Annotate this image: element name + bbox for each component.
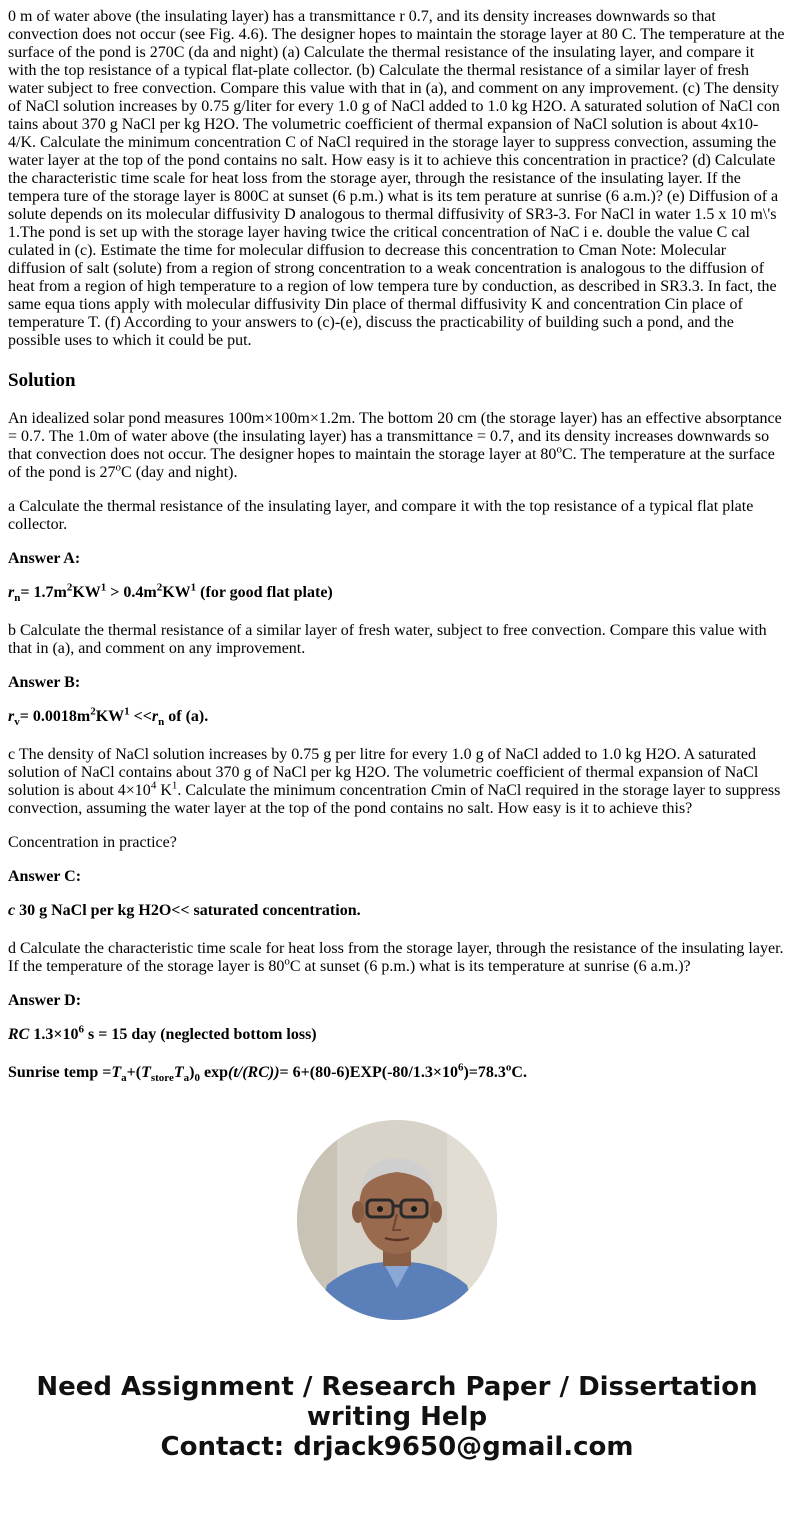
subscript: a xyxy=(121,1072,127,1085)
symbol-t: T xyxy=(173,1064,184,1081)
subscript: a xyxy=(183,1072,190,1085)
eq-part: << xyxy=(129,708,152,725)
eq-part: = 6+(80-6)EXP(-80/1.3×10 xyxy=(279,1064,458,1081)
eq-part: )=78.3 xyxy=(463,1064,506,1081)
exponent: 1 xyxy=(124,705,130,718)
setup-text-2: C. The temperature at the surface of the pond is 27 xyxy=(8,446,775,481)
question-b: b Calculate the thermal resistance of a similar layer of fresh water, subject to free convection. Compare this value with that in (a), and comment on any improvement. xyxy=(8,622,767,657)
subscript: 0 xyxy=(194,1072,200,1085)
eq-part: KW xyxy=(162,584,191,601)
eq-part: s = 15 day (neglected bottom loss) xyxy=(83,1026,317,1043)
question-d-text: C at sunset (6 p.m.) what is its temperature at sunrise (6 a.m.)? xyxy=(289,958,691,975)
eq-part: 30 g NaCl per kg H2O<< saturated concentration. xyxy=(15,902,361,919)
eq-part: exp xyxy=(199,1064,228,1081)
symbol-c: c xyxy=(8,902,16,919)
question-d xyxy=(8,940,786,976)
question-c-followup: Concentration in practice? xyxy=(8,834,177,851)
subscript-n: n xyxy=(14,592,21,605)
exponent: 2 xyxy=(66,581,73,594)
exponent: 1 xyxy=(190,581,197,594)
exponent: 1 xyxy=(100,581,107,594)
eq-part: C. xyxy=(511,1064,527,1081)
question-c xyxy=(8,746,786,818)
symbol-c: C xyxy=(430,782,442,799)
setup-text-3: C (day and night). xyxy=(121,464,238,481)
eq-part: KW xyxy=(95,708,125,725)
eq-part: +( xyxy=(126,1064,142,1081)
eq-part: 1.3×10 xyxy=(29,1026,79,1043)
cta-line-1: Need Assignment / Research Paper / Dissertation xyxy=(36,1372,758,1402)
eq-part: (t/(RC)) xyxy=(227,1064,280,1081)
eq-part: of (a). xyxy=(164,708,209,725)
answer-c-label: Answer C: xyxy=(8,868,82,885)
eq-part: = 0.0018m xyxy=(19,708,91,725)
subscript-v: v xyxy=(14,716,20,729)
problem-text: 0 m of water above (the insulating layer) has a transmittance r 0.7, and its density increases downwards so that convection does not occur (see Fig. 4.6). The designer hopes to maintain the storage layer at 80 C. The temperature at the surface of the pond is 270C (da and night) (a) Calculate the thermal resistance of the insulating layer, and compare it with the top resistance of a typical flat-plate collector. (b) Calculate the thermal resistance of a similar layer of fresh water subject to free convection. Compare this value with that in (a), and comment on any improvement. (c) The density of NaCl solution increases by 0.75 g/liter for every 1.0 g of NaCl added to 1.0 kg H2O. A saturated solution of NaCl con tains about 370 g NaCl per kg H2O. The volumetric coefficient of thermal expansion of NaCl solution is about 4x10-4/K. Calculate the minimum concentration C of NaCl required in the storage layer to suppress convection, assuming the water layer at the top of the pond contains no salt. How easy is it to achieve this concentration in practice? (d) Calculate the characteristic time scale for heat loss from the storage ayer, through the resistance of the insulating layer. If the tempera ture of the storage layer is 800C at sunset (6 p.m.) what is its tem perature at sunrise (6 a.m.)? (e) Diffusion of a solute depends on its molecular diffusivity D analogous to thermal diffusivity of SR3-3. For NaCl in water 1.5 x 10 m\'s 1.The pond is set up with the storage layer having twice the critical concentration of NaC i e. double the value C cal culated in (c). Estimate the time for molecular diffusion to decrease this concentration to Cman Note: Molecular diffusion of salt (solute) from a region of strong concentration to a weak concentration is analogous to the diffusion of heat from a region of high temperature to a region of low tempera ture by conduction, as described in SR3.3. In fact, the same equa tions apply with molecular diffusivity Din place of thermal diffusivity K and concentration Cin place of temperature T. (f) According to your answers to (c)-(e), discuss the practicability of building such a pond, and the possible uses to which it could be put. xyxy=(8,8,785,349)
eq-part: Sunrise temp = xyxy=(8,1064,112,1081)
answer-d-label: Answer D: xyxy=(8,992,82,1009)
exponent: 4 xyxy=(150,779,157,792)
exponent: 1 xyxy=(171,779,178,792)
setup-text-1: An idealized solar pond measures 100m×100m×1.2m. The bottom 20 cm (the storage layer) has an effective absorptance = 0.7. The 1.0m of water above (the insulating layer) has a transmittance = 0.7, and its density increases downwards so that convection does not occur. The designer hopes to maintain the storage layer at 80 xyxy=(8,410,782,463)
symbol-t: T xyxy=(141,1064,151,1081)
eq-part: = 1.7m xyxy=(20,584,67,601)
degree-symbol: o xyxy=(284,955,290,968)
eq-part: ) xyxy=(189,1064,195,1081)
degree-symbol: o xyxy=(115,461,122,474)
symbol-rc: RC xyxy=(8,1026,30,1043)
answer-b-label: Answer B: xyxy=(8,674,81,691)
eq-part: (for good flat plate) xyxy=(196,584,333,601)
degree-symbol: o xyxy=(505,1061,512,1074)
symbol-r: r xyxy=(8,708,15,725)
solution-heading: Solution xyxy=(8,370,76,391)
exponent: 6 xyxy=(457,1061,464,1074)
answer-a-equation xyxy=(8,581,786,605)
author-portrait-icon xyxy=(297,1120,497,1320)
cta-line-2: writing Help xyxy=(306,1402,488,1432)
subscript-n: n xyxy=(158,716,165,729)
exponent: 2 xyxy=(90,705,96,718)
contact-banner xyxy=(8,1372,786,1462)
exponent: 6 xyxy=(78,1023,84,1036)
answer-c-equation xyxy=(8,902,786,920)
exponent: 2 xyxy=(156,581,163,594)
subscript: store xyxy=(150,1072,174,1085)
solution-setup xyxy=(8,410,786,482)
symbol-t: T xyxy=(111,1064,122,1081)
author-photo-container xyxy=(8,1120,786,1320)
eq-part: KW xyxy=(72,584,101,601)
author-avatar xyxy=(297,1120,497,1320)
answer-a-label: Answer A: xyxy=(8,550,81,567)
answer-d-timescale xyxy=(8,1023,786,1044)
answer-d-sunrise-temp xyxy=(8,1061,786,1085)
symbol-r: r xyxy=(8,584,15,601)
question-d-text: d Calculate the characteristic time scale for heat loss from the storage layer, through the resistance of the insulating layer. If the temperature of the storage layer is 80 xyxy=(8,940,784,975)
question-a: a Calculate the thermal resistance of the insulating layer, and compare it with the top resistance of a typical flat plate collector. xyxy=(8,498,754,533)
question-c-text: . Calculate the minimum concentration xyxy=(177,782,431,799)
eq-part: > 0.4m xyxy=(106,584,157,601)
symbol-r: r xyxy=(151,708,159,725)
question-c-text: c The density of NaCl solution increases by 0.75 g per litre for every 1.0 g of NaCl added to 1.0 kg H2O. A saturated solution of NaCl contains about 370 g of NaCl per kg H2O. The volumetric coefficient of thermal expansion of NaCl solution is about 4×10 xyxy=(8,746,759,799)
question-c-text: K xyxy=(156,782,172,799)
question-c-text: min of NaCl required in the storage layer to suppress convection, assuming the water layer at the top of the pond contains no salt. How easy is it to achieve this? xyxy=(8,782,781,817)
degree-symbol: o xyxy=(556,443,562,456)
answer-b-equation xyxy=(8,705,786,729)
cta-contact-email[interactable]: Contact: drjack9650@gmail.com xyxy=(160,1432,634,1462)
